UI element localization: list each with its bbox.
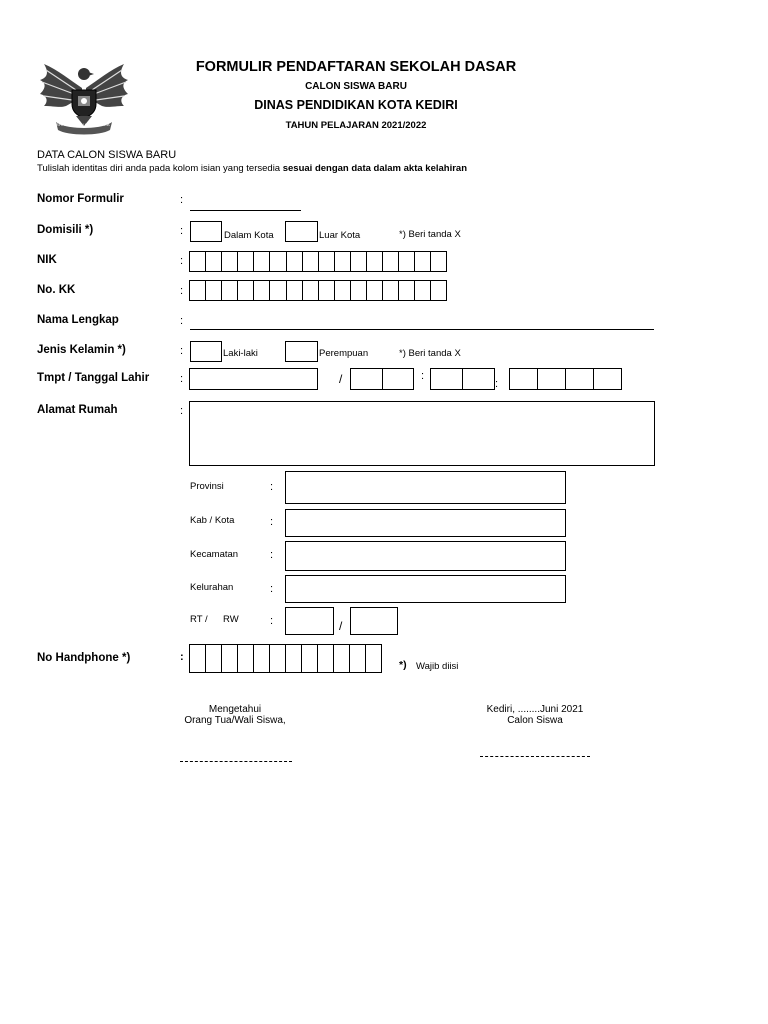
emblem-motto: BHINNEKA TUNGGAL IKA [56,122,111,127]
no-kk-input-cells[interactable] [189,280,447,301]
no-handphone-input-cells[interactable] [189,644,382,673]
label-tempat-tanggal-lahir: Tmpt / Tanggal Lahir [37,372,150,384]
label-kecamatan: Kecamatan [190,549,239,560]
colon: : [180,405,184,417]
sig-right-line [480,756,590,757]
kecamatan-input[interactable] [285,541,566,571]
colon: : [270,615,274,627]
required-note: Wajib diisi [416,661,459,672]
kab-kota-input[interactable] [285,509,566,537]
colon: : [180,285,184,297]
rt-rw-slash: / [339,619,343,633]
kelurahan-input[interactable] [285,575,566,603]
colon: : [180,194,184,206]
instruction-plain: Tulislah identitas diri anda pada kolom isian yang tersedia [37,163,283,174]
nik-input-cells[interactable] [189,251,447,272]
colon: : [270,516,274,528]
bulan-input-cells[interactable] [430,368,495,390]
garuda-emblem-icon [36,60,132,136]
slash-separator: / [339,372,343,386]
nama-lengkap-field[interactable] [190,329,654,330]
jk-laki-laki-checkbox[interactable] [190,341,222,362]
rt-input[interactable] [285,607,334,635]
colon: : [180,345,184,357]
tahun-input-cells[interactable] [509,368,622,390]
colon-separator: : [495,378,499,390]
domisili-luar-kota-checkbox[interactable] [285,221,318,242]
alamat-rumah-textarea[interactable] [189,401,655,466]
label-nik: NIK [37,254,57,266]
domisili-dalam-kota-label: Dalam Kota [224,230,274,241]
label-domisili: Domisili *) [37,224,94,236]
jk-perempuan-label: Perempuan [319,348,369,359]
jk-perempuan-checkbox[interactable] [285,341,318,362]
domisili-note: *) Beri tanda X [399,229,461,240]
form-subtitle-dinas: DINAS PENDIDIKAN KOTA KEDIRI [254,98,458,112]
colon: : [180,315,184,327]
colon: : [270,549,274,561]
jenis-kelamin-note: *) Beri tanda X [399,348,461,359]
sig-right-role: Calon Siswa [507,715,563,726]
sig-left-mengetahui: Mengetahui [208,704,262,715]
section-heading: DATA CALON SISWA BARU [37,149,177,161]
label-kab-kota: Kab / Kota [190,515,235,526]
label-nomor-formulir: Nomor Formulir [37,193,124,205]
label-kelurahan: Kelurahan [190,582,234,593]
label-jenis-kelamin: Jenis Kelamin *) [37,344,126,356]
colon: : [180,255,184,267]
jk-laki-laki-label: Laki-laki [223,348,258,359]
form-title: FORMULIR PENDAFTARAN SEKOLAH DASAR [195,59,517,75]
sig-left-line [180,761,292,762]
colon: : [270,583,274,595]
domisili-luar-kota-label: Luar Kota [319,230,361,241]
section-instruction [37,164,467,174]
colon: : [180,225,184,237]
sig-right-place-date: Kediri, ........Juni 2021 [486,704,584,715]
tempat-lahir-input[interactable] [189,368,318,390]
domisili-dalam-kota-checkbox[interactable] [190,221,222,242]
sig-left-role: Orang Tua/Wali Siswa, [184,715,286,726]
form-subtitle-tahun: TAHUN PELAJARAN 2021/2022 [285,120,427,131]
label-no-handphone: No Handphone *) [37,652,131,664]
colon: : [270,481,274,493]
colon: : [180,373,184,385]
rw-input[interactable] [350,607,398,635]
provinsi-input[interactable] [285,471,566,504]
label-nama-lengkap: Nama Lengkap [37,314,119,326]
instruction-bold: sesuai dengan data dalam akta kelahiran [282,163,468,174]
label-provinsi: Provinsi [190,481,224,492]
tanggal-input-cells[interactable] [350,368,414,390]
colon-separator: : [421,370,425,382]
label-alamat-rumah: Alamat Rumah [37,404,118,416]
form-subtitle-calon: CALON SISWA BARU [305,81,407,92]
label-rw: RW [223,614,239,625]
label-no-kk: No. KK [37,284,76,296]
required-mark: *) [399,659,407,671]
label-rt: RT / [190,614,208,625]
colon: : [180,651,184,663]
nomor-formulir-field[interactable] [190,210,301,211]
